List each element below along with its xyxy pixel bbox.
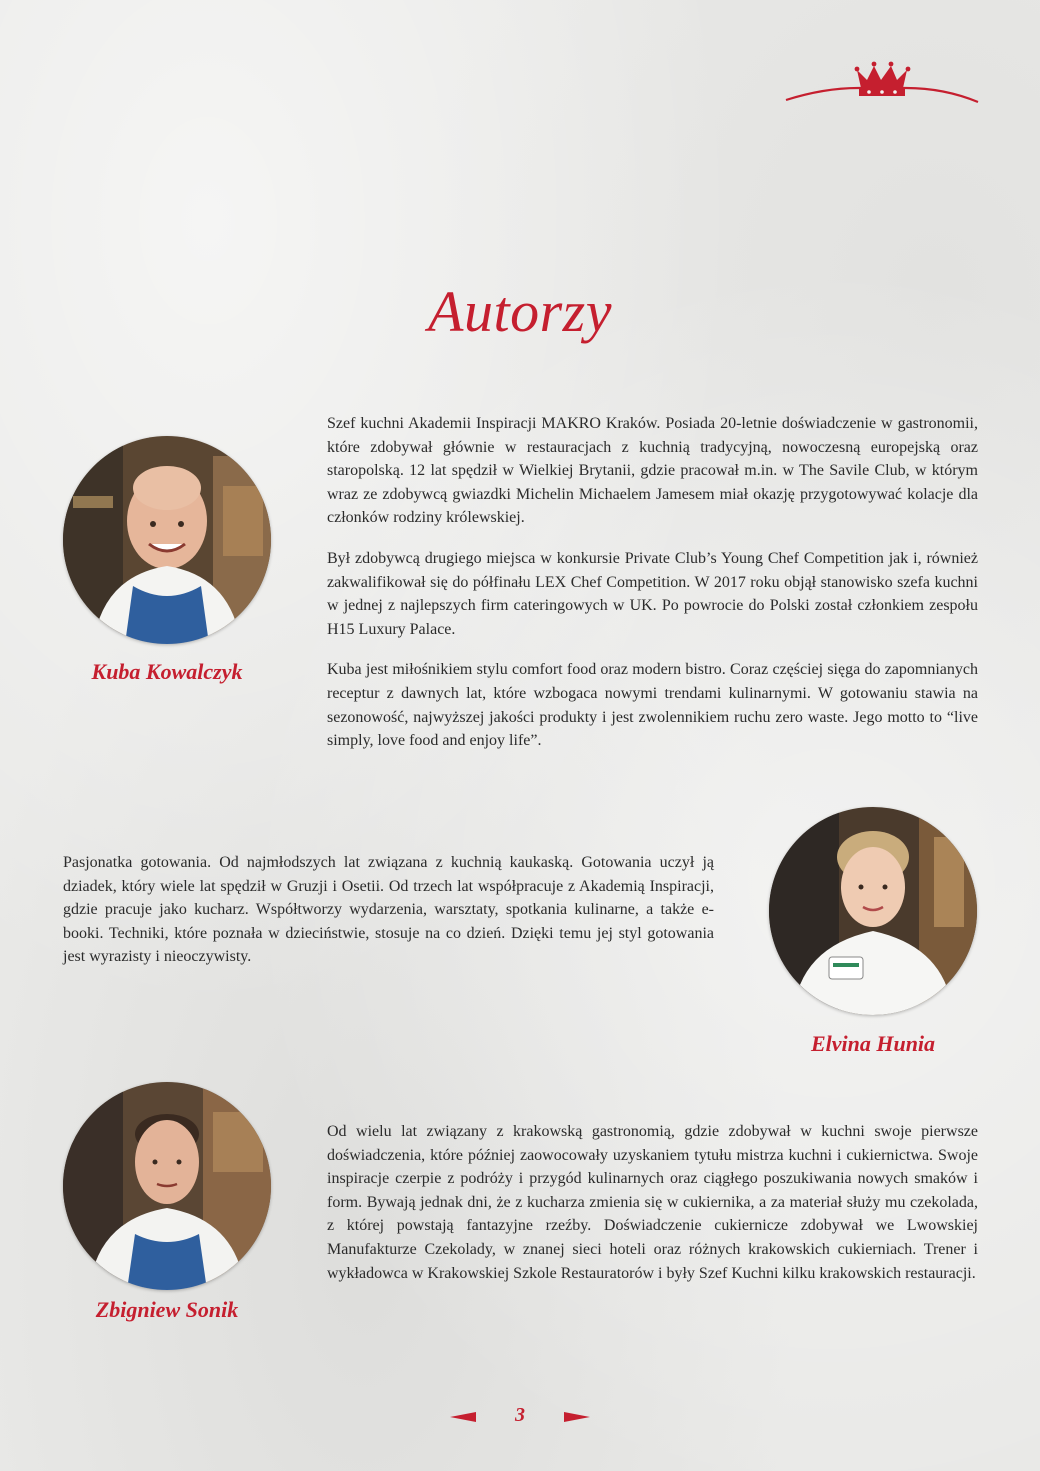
author-name-elvina: Elvina Hunia [810,1031,936,1056]
bio-paragraph: Od wielu lat związany z krakowską gastronomią, gdzie zdobywał w kuchni swoje pierwsze doświadczenia, które później zaowocowały uzyskaniem tytułu mistrza kuchni i cukiernictwa. Swoje inspiracje czerpie z podróży i przygód kulinarnych oraz ciągłego poszukiwania nowych smaków i form. Bywają jednak dni, że z kucharza zmienia się w cukiernika, a za materiał służy mu czekolada, z której powstają fantazyjne rzeźby. Doświadczenie cukiernicze zdobywał we Lwowskiej Manufakturze Czekolady, w znanej sieci hoteli oraz różnych krakowskich cukierniach. Trener i wykładowca w Krakowskiej Szkole Restauratorów i były Szef Kuchni kilku krakowskich restauracji. [327,1123,978,1282]
page-title: Autorzy [428,279,612,344]
author-bio-elvina [63,851,714,986]
author-bio-kuba [327,412,978,770]
bio-paragraph: Pasjonatka gotowania. Od najmłodszych lat związana z kuchnią kaukaską. Gotowania uczył ją dziadek, który wiele lat spędził w Gruzji i Osetii. Od trzech lat współpracuje z Akademią Inspiracji, gdzie pracuje jako kucharz. Współtworzy wydarzenia, warsztaty, spotkania kulinarne, a także e-booki. Techniki, które poznała w dzieciństwie, stosuje na co dzień. Dzięki temu jej styl gotowania jest wyrazisty i nieoczywisty. [63,854,714,966]
bio-paragraph: Szef kuchni Akademii Inspiracji MAKRO Kraków. Posiada 20-letnie doświadczenie w gastronomii, które zdobywał głównie w restauracjach z kuchnią tradycyjną, nowoczesną europejską oraz staropolską. 12 lat spędził w Wielkiej Brytanii, gdzie pracował m.in. w The Savile Club, w którym wraz ze zdobywcą gwiazdki Michelin Michaelem Jamesem miał okazję przygotowywać kolacje dla członków rodziny królewskiej. [327,415,978,527]
author-photo-zbigniew [63,1082,271,1290]
crown-icon [784,58,980,108]
bio-paragraph: Był zdobywcą drugiego miejsca w konkursie Private Club’s Young Chef Competition jak i, również zakwalifikował się do półfinału LEX Chef Competition. W 2017 roku objął stanowisko szefa kuchni w jednej z najlepszych firm cateringowych w UK. Po powrocie do Polski został członkiem zespołu H15 Luxury Palace. [327,549,978,638]
author-bio-zbigniew [327,1120,978,1302]
page-footer [0,1404,1040,1430]
arrow-right-icon [564,1411,590,1423]
author-photo-elvina [769,807,977,1015]
arrow-left-icon [450,1411,476,1423]
page-number: 3 [515,1404,525,1426]
bio-paragraph: Kuba jest miłośnikiem stylu comfort food oraz modern bistro. Coraz częściej sięga do zapomnianych receptur z dawnych lat, które wzbogaca nowymi trendami kulinarnymi. W gotowaniu stawia na sezonowość, najwyższej jakości produkty i jest zwolennikiem ruchu zero waste. Jego motto to “live simply, love food and enjoy life”. [327,661,978,750]
author-photo-kuba [63,436,271,644]
author-name-zbigniew: Zbigniew Sonik [95,1297,239,1322]
author-name-kuba: Kuba Kowalczyk [91,659,243,684]
